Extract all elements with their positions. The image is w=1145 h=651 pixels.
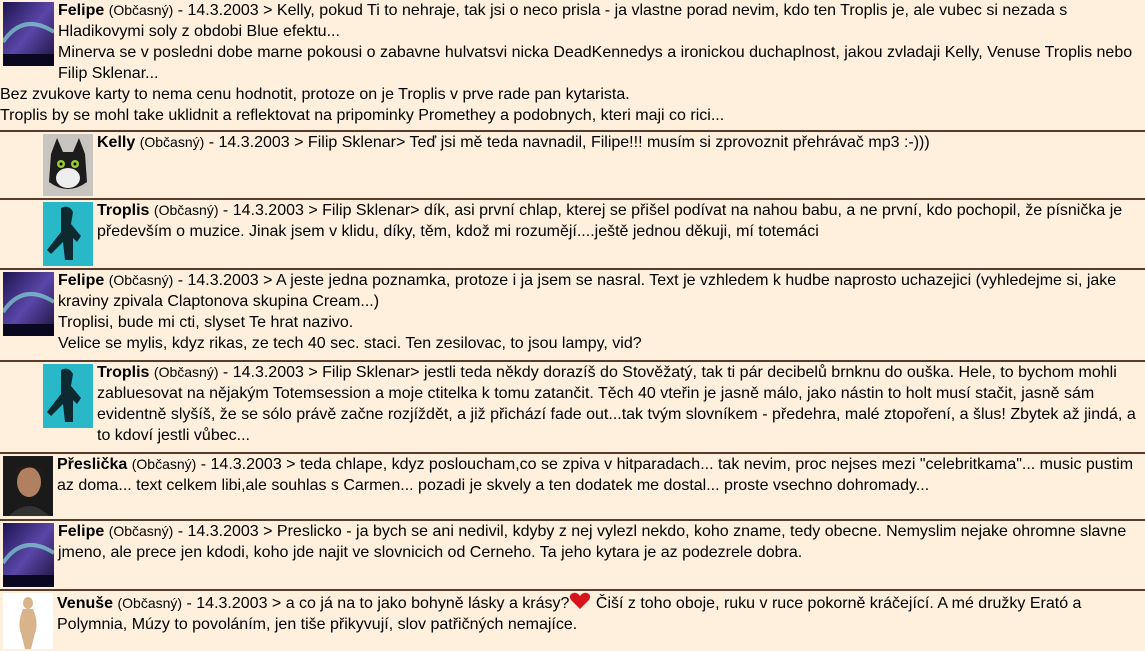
separator: - <box>182 595 197 612</box>
author-rank: (Občasný) <box>153 202 219 218</box>
aurora-icon <box>3 272 54 336</box>
post-date: 14.3.2003 <box>187 2 259 19</box>
avatar-troplis <box>43 364 93 428</box>
avatar-felipe <box>3 272 54 336</box>
author-name[interactable]: Venuše <box>57 595 114 612</box>
author-rank: (Občasný) <box>108 2 174 18</box>
message-line: Troplisi, bude mi cti, slyset Te hrat nazivo. <box>58 314 354 331</box>
avatar-troplis <box>43 202 93 266</box>
post <box>0 0 1145 132</box>
author-name[interactable]: Kelly <box>97 134 136 151</box>
post-date: 14.3.2003 <box>187 523 259 540</box>
message-line: > a co já na to jako bohyně lásky a krásy? <box>271 595 570 612</box>
avatar-felipe <box>3 2 54 66</box>
message-line: Velice se mylis, kdyz rikas, ze tech 40 sec. staci. Ten zesilovac, to jsou lampy, vid? <box>58 335 642 352</box>
heart-icon <box>569 591 591 611</box>
message-body <box>0 454 1145 496</box>
post-date: 14.3.2003 <box>196 595 268 612</box>
author-rank: (Občasný) <box>117 595 183 611</box>
post <box>0 270 1145 362</box>
message-line: > Kelly, pokud Ti to nehraje, tak jsi o neco prisla - ja vlastne porad nevim, kdo ten Troplis je, ale vubec si nezada s Hladikovymi soly z obdobi Blue efektu... <box>58 2 1068 40</box>
message-body <box>40 362 1145 446</box>
message-line: Čiší z toho oboje, ruku v ruce pokorně kráčející. A mé družky Erató a Polymnia, Múzy to povoláním, jen tiše přikyvují, slov patřičných nemajíce. <box>57 595 1082 633</box>
message-body <box>0 0 1145 126</box>
message-body <box>0 521 1145 563</box>
guitarist-icon <box>43 364 93 428</box>
portrait-icon <box>3 456 53 516</box>
cat-icon <box>43 134 93 196</box>
message-line: > Filip Sklenar> jestli teda někdy dorazíš do Stověžatý, tak ti pár decibelů brnknu do ouška. Hele, to bychom mohli zabluesovat na nějakým Totemsession a moje ctitelka k tomu zatančit. Těch 40 vteřin je jasně málo, jako nástin to holt musí stačit, jasně sám evidentně slyšíš, že se sólo právě začne rozjíždět, a již přichází fade out...tak tvým slovníkem - předehra, malé ztopoření, a šlus! Zbytek až jindá, a to kdoví jestli vůbec... <box>97 364 1136 444</box>
avatar-preslicka <box>3 456 53 516</box>
author-name[interactable]: Felipe <box>58 2 105 19</box>
message-line: > Filip Sklenar> dík, asi první chlap, kterej se přišel podívat na nahou babu, a ne první, kdo pochopil, že písnička je především o muzice. Jinak jsem v klidu, díky, těm, kdož mi rozumějí....ještě jednou děkuji, mí totemáci <box>97 202 1123 240</box>
message-line: Bez zvukove karty to nema cenu hodnotit, protoze on je Troplis v prve rade pan kytarista. <box>0 86 630 103</box>
author-rank: (Občasný) <box>139 134 205 150</box>
avatar-venuse <box>3 593 53 649</box>
author-rank: (Občasný) <box>108 272 174 288</box>
author-rank: (Občasný) <box>153 364 219 380</box>
message-body <box>40 132 1145 153</box>
message-line: > teda chlape, kdyz posloucham,co se zpiva v hitparadach... tak nevim, proc nejses mezi "celebritkama"... music pustim az doma... text celkem libi,ale souhlas s Carmen... pozadi je skvely a ten dodatek me dostal... proste vsechno dohromady... <box>57 456 1134 494</box>
separator: - <box>218 364 233 381</box>
author-rank: (Občasný) <box>108 523 174 539</box>
avatar-felipe <box>3 523 54 587</box>
separator: - <box>218 202 233 219</box>
aurora-icon <box>3 523 54 587</box>
separator: - <box>173 523 188 540</box>
message-body <box>0 591 1145 635</box>
separator: - <box>196 456 211 473</box>
aurora-icon <box>3 2 54 66</box>
author-name[interactable]: Troplis <box>97 202 150 219</box>
post <box>0 454 1145 521</box>
author-name[interactable]: Troplis <box>97 364 150 381</box>
message-line: > Filip Sklenar> Teď jsi mě teda navnadil, Filipe!!! musím si zprovoznit přehrávač mp3 :-))) <box>294 134 930 151</box>
post-date: 14.3.2003 <box>232 202 304 219</box>
post-date: 14.3.2003 <box>218 134 290 151</box>
post-date: 14.3.2003 <box>210 456 282 473</box>
message-line: Minerva se v posledni dobe marne pokousi o zabavne hulvatsvi nicka DeadKennedys a ironickou duchaplnost, jakou zvladaji Kelly, Venuse Troplis nebo Filip Sklenar... <box>58 44 1133 82</box>
post <box>0 132 1145 200</box>
post <box>0 521 1145 591</box>
message-body <box>0 270 1145 354</box>
message-line: > Preslicko - ja bych se ani nedivil, kdyby z nej vylezl nekdo, koho zname, tedy obecne. Nemyslim nejake ohromne slavne jmeno, ale prece jen kdodi, koho jde najit ve slovnicich od Cerneho. Ta jeho kytara je az podezrele dobra. <box>58 523 1127 561</box>
author-name[interactable]: Felipe <box>58 523 105 540</box>
venus-statue-icon <box>3 593 53 649</box>
separator: - <box>173 272 188 289</box>
post-date: 14.3.2003 <box>187 272 259 289</box>
post <box>0 591 1145 651</box>
message-line: > A jeste jedna poznamka, protoze i ja jsem se nasral. Text je vzhledem k hudbe naprosto uchazejici (vyhledejme si, jake kraviny zpivala Claptonova skupina Cream...) <box>58 272 1117 310</box>
message-line: Troplis by se mohl take uklidnit a reflektovat na pripominky Promethey a podobnych, kteri maji co rici... <box>0 107 725 124</box>
author-name[interactable]: Přeslička <box>57 456 128 473</box>
post <box>0 200 1145 270</box>
avatar-kelly <box>43 134 93 196</box>
guitarist-icon <box>43 202 93 266</box>
separator: - <box>204 134 219 151</box>
separator: - <box>173 2 188 19</box>
post-date: 14.3.2003 <box>232 364 304 381</box>
post <box>0 362 1145 454</box>
author-name[interactable]: Felipe <box>58 272 105 289</box>
author-rank: (Občasný) <box>131 456 197 472</box>
message-body <box>40 200 1145 242</box>
